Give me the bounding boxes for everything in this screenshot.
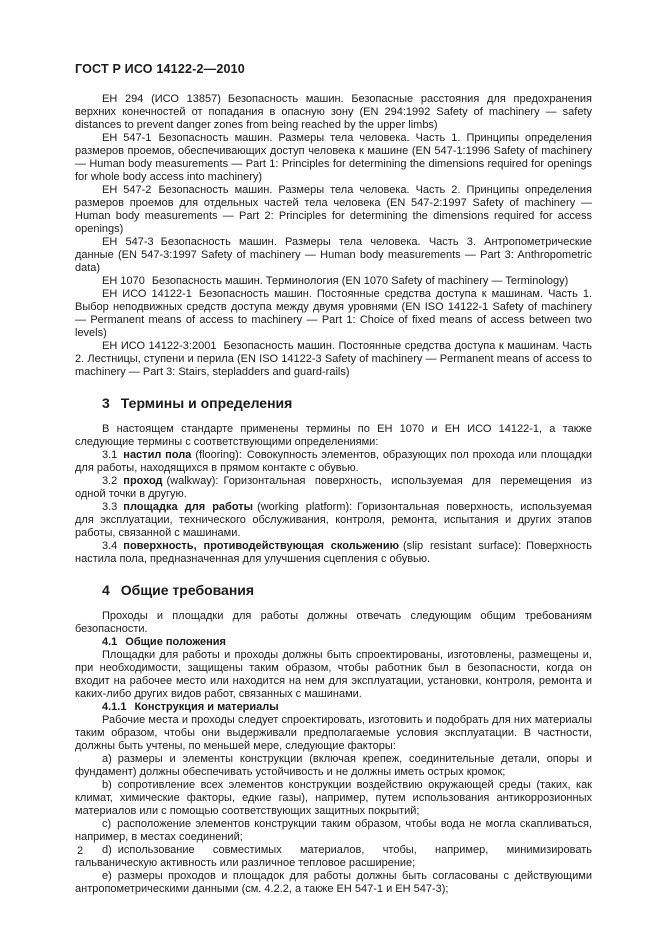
reference-text: Безопасность машин. Постоянные средства доступа к машинам. Часть 1. Выбор неподвижных средств доступа между двумя уровнями (EN ISO 14122-1 Safety of machinery — Permanent means of access to machinery — Part 1: Choice of fixed means of access between two levels) [75,288,592,339]
term-english: (flooring): [195,449,242,461]
term-definition-text: Поверхность настила пола, предназначенная для улучшения сцепления с обувью. [75,540,592,565]
normative-references-list [75,93,592,379]
reference-text: Безопасность машин. Терминология (EN 1070 Safety of machinery — Terminology) [151,275,569,287]
reference-code: ЕН 547-1 [102,132,152,144]
subsection-4-1-number: 4.1 [102,636,118,648]
subsection-4-1-1-body: Рабочие места и проходы следует спроектировать, изготовить и подобрать для них материалы таким образом, чтобы они выдерживали предполагаемые условия эксплуатации. В частности, должны быть учтены, по меньшей мере, следующие факторы: [75,714,592,752]
term-number: 3.1 [102,449,118,461]
section-4-intro: Проходы и площадки для работы должны отвечать следующим общим требованиям безопасности. [75,610,592,635]
reference-item [75,288,592,340]
factor-item-text: размеры и элементы конструкции (включая крепеж, соединительные детали, опоры и фундамент) должны обеспечивать устойчивость и не должны иметь острых кромок; [75,753,592,778]
reference-item [75,275,592,288]
section-4-heading [102,582,592,598]
reference-code: ЕН 294 (ИСО 13857) [102,93,221,105]
reference-text: Безопасность машин. Постоянные средства доступа к машинам. Часть 2. Лестницы, ступени и перила (EN ISO 14122-3 Safety of machinery — Permanent means of access to machinery — Part 3: Stairs, stepladders and guard-rails) [75,340,592,378]
section-3-intro: В настоящем стандарте применены термины по ЕН 1070 и ЕН ИСО 14122-1, а также следующие термины с соответствующими определениями: [75,423,592,448]
reference-code: ЕН ИСО 14122-3:2001 [102,340,217,352]
factor-item [75,753,592,779]
term-name: настил пола [123,449,192,461]
section-4-number: 4 [102,582,110,598]
reference-code: ЕН 547-2 [102,184,152,196]
reference-text: Безопасность машин. Безопасные расстояния для предохранения верхних конечностей от попадания в опасную зону (EN 294:1992 Safety of machinery — safety distances to prevent danger zones from being reached by the upper limbs) [75,93,592,131]
term-definition [75,449,592,475]
reference-text: Безопасность машин. Размеры тела человека. Часть 2. Принципы определения размеров проемов для отдельных частей тела человека (EN 547-2:1997 Safety of machinery — Human body measurements — Part 2: Principles for determining the dimensions required for access openings) [75,184,592,235]
term-definition-text: Горизонтальная поверхность, используемая для эксплуатации, технического обслуживания, контроля, ремонта, испытания и других этапов работы, связанной с машинами. [75,501,592,539]
subsection-4-1-1-number: 4.1.1 [102,701,127,713]
standard-code: ГОСТ Р ИСО 14122-2—2010 [75,62,245,76]
reference-text: Безопасность машин. Размеры тела человека. Часть 3. Антропометрические данные (EN 547-3:1997 Safety of machinery — Human body measurements — Part 3: Anthropometric data) [75,236,592,274]
section-3-number: 3 [102,395,110,411]
factor-item-text: расположение элементов конструкции таким образом, чтобы вода не могла скапливаться, например, в местах соединений; [75,818,592,843]
factor-items-list [75,753,592,896]
factor-item-letter: b) [102,779,112,791]
term-english: (working platform): [257,501,353,513]
factor-item [75,870,592,896]
term-number: 3.3 [102,501,118,513]
reference-code: ЕН ИСО 14122-1 [102,288,192,300]
term-english: (slip resistant surface): [402,540,522,552]
factor-item-letter: c) [102,818,112,830]
subsection-4-1-1-title: Конструкция и материалы [134,701,279,713]
factor-item-text: сопротивление всех элементов конструкции воздействию окружающей среды (таких, как климат, химические факторы, едкие газы), например, путем использования антикоррозионных материалов или с помощью соответствующих защитных покрытий; [75,779,592,817]
subsection-4-1-title: Общие положения [125,636,226,648]
subsection-4-1-1-heading [75,701,592,714]
term-english: (walkway): [166,475,219,487]
term-name: поверхность, противодействующая скольжению [123,540,399,552]
reference-item [75,236,592,275]
reference-text: Безопасность машин. Размеры тела человека. Часть 1. Принципы определения размеров проемов, обеспечивающих доступ человека к машине (EN 547-1:1996 Safety of machinery — Human body measurements — Part 1: Principles for determining the dimensions required for openings for whole body access into machinery) [75,132,592,183]
factor-item [75,844,592,870]
reference-item [75,340,592,379]
section-4-title: Общие требования [120,582,255,598]
section-3-title: Термины и определения [120,395,293,411]
factor-item-text: размеры проходов и площадок для работы должны быть согласованы с действующими антропометрическими данными (см. 4.2.2, а также ЕН 547-1 и ЕН 547-3); [75,870,592,895]
term-definition [75,475,592,501]
factor-item-letter: e) [102,870,112,882]
factor-item [75,779,592,818]
term-name: проход [123,475,163,487]
term-name: площадка для работы [123,501,254,513]
subsection-4-1-heading [75,636,592,649]
page-number: 2 [77,845,84,857]
reference-code: ЕН 1070 [102,275,145,287]
factor-item-text: использование совместимых материалов, чтобы, например, минимизировать гальваническую активность или различное тепловое расширение; [75,844,592,869]
reference-item [75,184,592,236]
term-definition [75,501,592,540]
term-number: 3.2 [102,475,118,487]
factor-item [75,818,592,844]
reference-item [75,93,592,132]
terms-list [75,449,592,566]
reference-code: ЕН 547-3 [102,236,154,248]
factor-item-letter: a) [102,753,112,765]
term-definition-text: Горизонтальная поверхность, используемая для перемещения из одной точки в другую. [75,475,592,500]
term-definition [75,540,592,566]
term-definition-text: Совокупность элементов, образующих пол прохода или площадки для работы, находящихся в прямом контакте с обувью. [75,449,592,474]
factor-item-letter: d) [102,844,112,856]
document-header [75,62,592,76]
term-number: 3.4 [102,540,118,552]
subsection-4-1-body: Площадки для работы и проходы должны быть спроектированы, изготовлены, размещены и, при необходимости, защищены таким образом, чтобы работник был в безопасности, когда он входит на рабочее место или находится на нем для эксплуатации, установки, контроля, ремонта и каких-либо других видов работ, связанных с машинами. [75,649,592,700]
reference-item [75,132,592,184]
section-3-heading [102,395,592,411]
